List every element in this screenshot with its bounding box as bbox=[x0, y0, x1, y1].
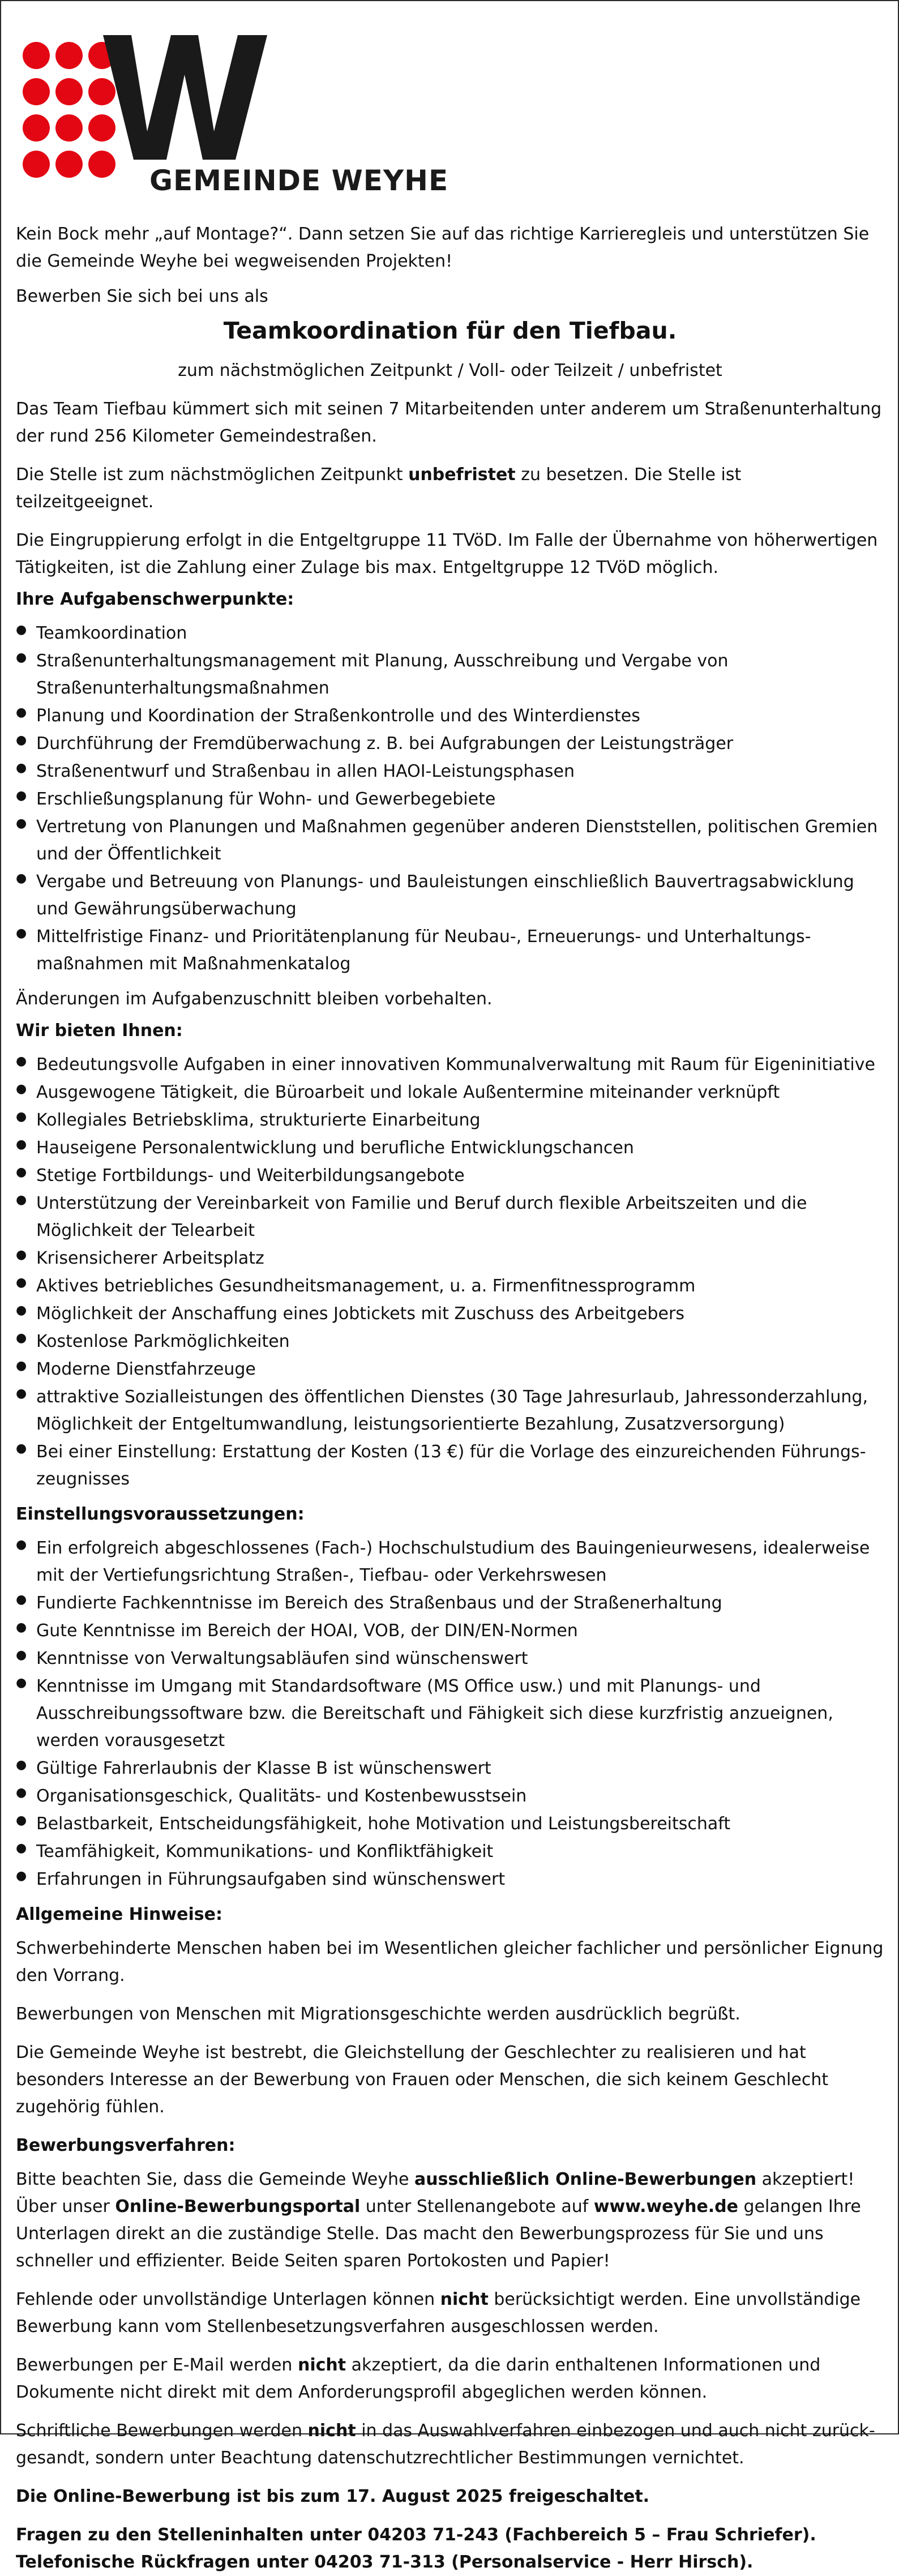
list-item: ● Stetige Fortbildungs- und Weiterbildungsangebote bbox=[16, 1162, 884, 1189]
logo-dot bbox=[23, 114, 50, 142]
list-item: ● Kostenlose Parkmöglichkeiten bbox=[16, 1328, 884, 1355]
list-item: ● Ein erfolgreich abgeschlossenes (Fach-) Hochschulstudium des Bauingenieurwesens, idealerweise mit der Vertiefungsrichtung Straßen-, Tiefbau- oder Verkehrswesen bbox=[16, 1535, 884, 1589]
list-item: ● Straßenentwurf und Straßenbau in allen HAOI-Leistungsphasen bbox=[16, 758, 884, 785]
list-item: ● Planung und Koordination der Straßenkontrolle und des Winterdienstes bbox=[16, 703, 884, 730]
pay-text: Die Eingruppierung erfolgt in die Entgeltgruppe 11 TVöD. Im Falle der Übernahme von höherwertigen Tätigkeiten, ist die Zahlung einer Zulage bis max. Entgeltgruppe 12 TVöD möglich. bbox=[16, 530, 878, 578]
list-item: ● Fundierte Fachkenntnisse im Bereich des Straßenbaus und der Straßenerhaltung bbox=[16, 1590, 884, 1617]
general-note-migration: Bewerbungen von Menschen mit Migrationsgeschichte werden ausdrücklich begrüßt. bbox=[16, 2004, 740, 2025]
website-link[interactable]: www.weyhe.de bbox=[593, 2197, 739, 2217]
tasks-list bbox=[16, 620, 884, 978]
list-item: ● Möglichkeit der Anschaffung eines Jobtickets mit Zuschuss des Arbeitgebers bbox=[16, 1300, 884, 1328]
logo-dot bbox=[23, 151, 50, 178]
list-item: ● Kollegiales Betriebsklima, strukturierte Einarbeitung bbox=[16, 1107, 884, 1134]
logo-dot bbox=[55, 78, 83, 105]
list-item: ● Teamkoordination bbox=[16, 620, 884, 647]
general-note-equality: Die Gemeinde Weyhe ist bestrebt, die Gleichstellung der Geschlechter zu realisieren und hat besonders Interesse an der Bewerbung von Frauen oder Menschen, die sich keinem Geschlecht zugehörig fühlen. bbox=[16, 2043, 829, 2117]
procedure-incomplete: Fehlende oder unvollständige Unterlagen können nicht berücksichtigt werden. Eine unvollständige Bewerbung kann vom Stellenbesetzungsverfahren ausgeschlossen werden. bbox=[16, 2290, 861, 2337]
list-item: ● Gute Kenntnisse im Bereich der HOAI, VOB, der DIN/EN-Normen bbox=[16, 1618, 884, 1645]
logo-dot bbox=[55, 151, 83, 178]
deadline-text: Die Online-Bewerbung ist bis zum 17. August 2025 freigeschaltet. bbox=[16, 2487, 650, 2507]
tasks-heading: Ihre Aufgabenschwerpunkte: bbox=[16, 589, 294, 610]
list-item: ● Vergabe und Betreuung von Planungs- und Bauleistungen einschließlich Bauvertragsabwicklung und Gewährungsüberwachung bbox=[16, 868, 884, 923]
list-item: ● Kenntnisse von Verwaltungsabläufen sind wünschenswert bbox=[16, 1645, 884, 1672]
general-note-disability: Schwerbehinderte Menschen haben bei im Wesentlichen gleicher fachlicher und persönlicher Eignung den Vorrang. bbox=[16, 1939, 884, 1986]
list-item: ● Kenntnisse im Umgang mit Standardsoftware (MS Office usw.) und mit Planungs- und Ausschreibungssoftware bzw. die Bereitschaft und Fähigkeit sich diese kurzfristig anzueignen, werden vorausgesetzt bbox=[16, 1673, 884, 1755]
list-item: ● Vertretung von Planungen und Maßnahmen gegenüber anderen Dienststellen, politischen Gremien und der Öffentlichkeit bbox=[16, 814, 884, 868]
procedure-written: Schriftliche Bewerbungen werden nicht in das Auswahlverfahren einbezogen und auch nicht zurückgesandt, sondern unter Beachtung datenschutzrechtlicher Bestimmungen vernichtet. bbox=[16, 2421, 875, 2468]
list-item: ● Mittelfristige Finanz- und Prioritätenplanung für Neubau-, Erneuerungs- und Unterhaltungsmaßnahmen mit Maßnahmenkatalog bbox=[16, 923, 884, 978]
list-item: ● Unterstützung der Vereinbarkeit von Familie und Beruf durch flexible Arbeitszeiten und die Möglichkeit der Telearbeit bbox=[16, 1190, 884, 1244]
list-item: ● Teamfähigkeit, Kommunikations- und Konfliktfähigkeit bbox=[16, 1838, 884, 1865]
contact-hr: Telefonische Rückfragen unter 04203 71-313 (Personalservice - Herr Hirsch). bbox=[16, 2552, 754, 2573]
list-item: ● Hauseigene Personalentwicklung und berufliche Entwicklungschancen bbox=[16, 1135, 884, 1162]
list-item: ● Straßenunterhaltungsmanagement mit Planung, Ausschreibung und Vergabe von Straßenunterhaltungsmaßnahmen bbox=[16, 648, 884, 702]
list-item: ● Erschließungsplanung für Wohn- und Gewerbegebiete bbox=[16, 786, 884, 813]
list-item: ● attraktive Sozialleistungen des öffentlichen Dienstes (30 Tage Jahresurlaub, Jahressonderzahlung, Möglichkeit der Entgeltumwandlung, leistungsorientierte Bezahlung, Zusatzversorgung) bbox=[16, 1384, 884, 1438]
posting-content bbox=[16, 221, 884, 2576]
online-portal-link[interactable]: Online-Bewerbungsportal bbox=[115, 2197, 361, 2217]
offer-list bbox=[16, 1051, 884, 1493]
tasks-note: Änderungen im Aufgabenzuschnitt bleiben vorbehalten. bbox=[16, 989, 493, 1009]
position-text: Die Stelle ist zum nächstmöglichen Zeitpunkt unbefristet zu besetzen. Die Stelle ist teilzeitgeeignet. bbox=[16, 465, 742, 512]
list-item: ● Bei einer Einstellung: Erstattung der Kosten (13 €) für die Vorlage des einzureichenden Führungszeugnisses bbox=[16, 1439, 884, 1493]
logo-w-mark bbox=[103, 35, 273, 160]
logo-dot bbox=[23, 42, 50, 69]
logo-dot bbox=[23, 78, 50, 105]
procedure-heading: Bewerbungsverfahren: bbox=[16, 2136, 236, 2156]
intro-text: Kein Bock mehr „auf Montage?“. Dann setzen Sie auf das richtige Karrieregleis und unterstützen Sie die Gemeinde Weyhe bei wegweisenden Projekten! bbox=[16, 224, 870, 271]
procedure-email: Bewerbungen per E-Mail werden nicht akzeptiert, da die darin enthaltenen Informationen und Dokumente nicht direkt mit dem Anforderungsprofil abgeglichen werden können. bbox=[16, 2355, 821, 2403]
list-item: ● Erfahrungen in Führungsaufgaben sind wünschenswert bbox=[16, 1866, 884, 1893]
job-subtitle: zum nächstmöglichen Zeitpunkt / Voll- oder Teilzeit / unbefristet bbox=[178, 361, 722, 381]
list-item: ● Gültige Fahrerlaubnis der Klasse B ist wünschenswert bbox=[16, 1755, 884, 1782]
apply-intro: Bewerben Sie sich bei uns als bbox=[16, 286, 268, 306]
general-heading: Allgemeine Hinweise: bbox=[16, 1905, 222, 1925]
list-item: ● Bedeutungsvolle Aufgaben in einer innovativen Kommunalverwaltung mit Raum für Eigeninitiative bbox=[16, 1051, 884, 1079]
job-title: Teamkoordination für den Tiefbau. bbox=[223, 317, 677, 344]
procedure-online: Bitte beachten Sie, dass die Gemeinde Weyhe ausschließlich Online-Bewerbungen akzeptiert! Über unser Online-Bewerbungsportal unter Stellenangebote auf www.weyhe.de gelangen Ihre Unterlagen direkt an die zuständige Stelle. Das macht den Bewerbungsprozess für Sie und uns schneller und effizienter. Beide Seiten sparen Portokosten und Papier! bbox=[16, 2170, 861, 2271]
requirements-heading: Einstellungsvoraussetzungen: bbox=[16, 1504, 305, 1525]
offer-heading: Wir bieten Ihnen: bbox=[16, 1021, 183, 1041]
list-item: ● Aktives betriebliches Gesundheitsmanagement, u. a. Firmenfitnessprogramm bbox=[16, 1273, 884, 1300]
list-item: ● Belastbarkeit, Entscheidungsfähigkeit, hohe Motivation und Leistungsbereitschaft bbox=[16, 1811, 884, 1838]
team-description: Das Team Tiefbau kümmert sich mit seinen 7 Mitarbeitenden unter anderem um Straßenunterhaltung der rund 256 Kilometer Gemeindestraßen. bbox=[16, 399, 882, 447]
logo-dot bbox=[55, 114, 83, 142]
requirements-list bbox=[16, 1535, 884, 1893]
list-item: ● Organisationsgeschick, Qualitäts- und Kostenbewusstsein bbox=[16, 1783, 884, 1810]
brand-name: GEMEINDE WEYHE bbox=[149, 164, 449, 197]
list-item: ● Durchführung der Fremdüberwachung z. B. bei Aufgrabungen der Leistungsträger bbox=[16, 730, 884, 758]
list-item: ● Ausgewogene Tätigkeit, die Büroarbeit und lokale Außentermine miteinander verknüpft bbox=[16, 1079, 884, 1106]
list-item: ● Krisensicherer Arbeitsplatz bbox=[16, 1245, 884, 1272]
list-item: ● Moderne Dienstfahrzeuge bbox=[16, 1356, 884, 1383]
contact-content: Fragen zu den Stelleninhalten unter 04203 71-243 (Fachbereich 5 – Frau Schriefer). bbox=[16, 2525, 816, 2545]
logo-dot bbox=[55, 42, 83, 69]
